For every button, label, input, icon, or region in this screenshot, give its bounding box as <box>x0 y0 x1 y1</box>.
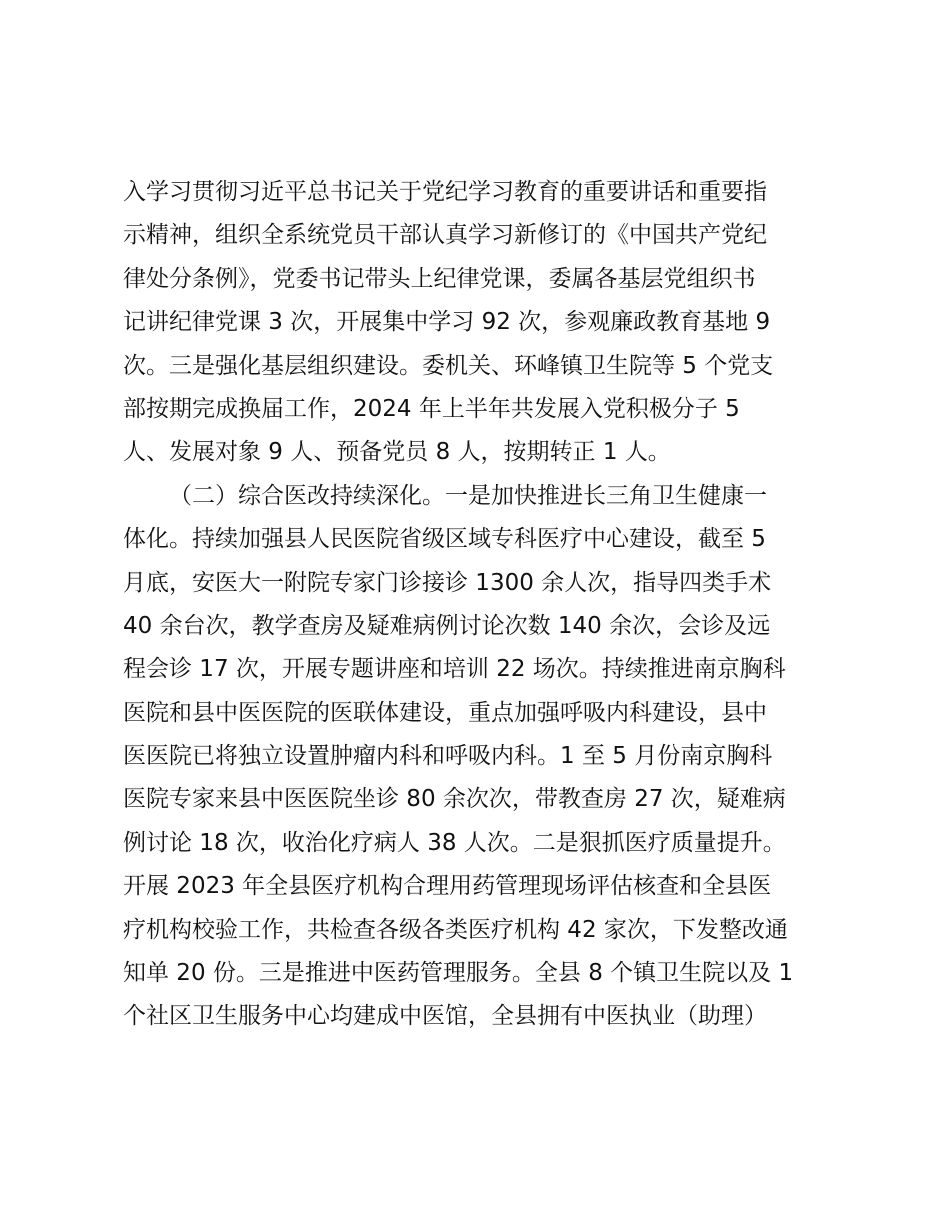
text-line: 律处分条例》，党委书记带头上纪律党课，委属各基层党组织书 <box>123 265 756 292</box>
text-line: 疗机构校验工作，共检查各级各类医疗机构 42 家次，下发整改通 <box>123 916 788 943</box>
text-line: 例讨论 18 次，收治化疗病人 38 人次。二是狠抓医疗质量提升。 <box>123 829 786 856</box>
text-line: 知单 20 份。三是推进中医药管理服务。全县 8 个镇卫生院以及 1 <box>123 960 794 987</box>
section-heading-line: （二）综合医改持续深化。一是加快推进长三角卫生健康一 <box>169 482 767 509</box>
text-line: 医院和县中医医院的医联体建设，重点加强呼吸内科建设，县中 <box>123 699 767 726</box>
text-line: 开展 2023 年全县医疗机构合理用药管理现场评估核查和全县医 <box>123 873 772 900</box>
text-line: 入学习贯彻习近平总书记关于党纪学习教育的重要讲话和重要指 <box>123 179 767 205</box>
text-line: 程会诊 17 次，开展专题讲座和培训 22 场次。持续推进南京胸科 <box>123 656 786 683</box>
text-line: 次。三是强化基层组织建设。委机关、环峰镇卫生院等 5 个党支 <box>123 352 774 379</box>
text-line: 部按期完成换届工作，2024 年上半年共发展入党积极分子 5 <box>123 395 740 422</box>
text-line: 40 余台次，教学查房及疑难病例讨论次数 140 余次，会诊及远 <box>123 612 771 639</box>
text-line: 医院专家来县中医医院坐诊 80 余次次，带教查房 27 次，疑难病 <box>123 786 786 813</box>
text-line: 医医院已将独立设置肿瘤内科和呼吸内科。1 至 5 月份南京胸科 <box>123 743 773 770</box>
text-line: 个社区卫生服务中心均建成中医馆，全县拥有中医执业（助理） <box>123 1003 767 1030</box>
text-line: 人、发展对象 9 人、预备党员 8 人，按期转正 1 人。 <box>123 439 671 466</box>
text-line: 示精神，组织全系统党员干部认真学习新修订的《中国共产党纪 <box>123 222 767 249</box>
text-line: 记讲纪律党课 3 次，开展集中学习 92 次，参观廉政教育基地 9 <box>123 309 771 336</box>
text-line: 月底，安医大一附院专家门诊接诊 1300 余人次，指导四类手术 <box>123 569 772 596</box>
body-text <box>123 171 843 1039</box>
text-line: 体化。持续加强县人民医院省级区域专科医疗中心建设，截至 5 <box>123 526 766 553</box>
